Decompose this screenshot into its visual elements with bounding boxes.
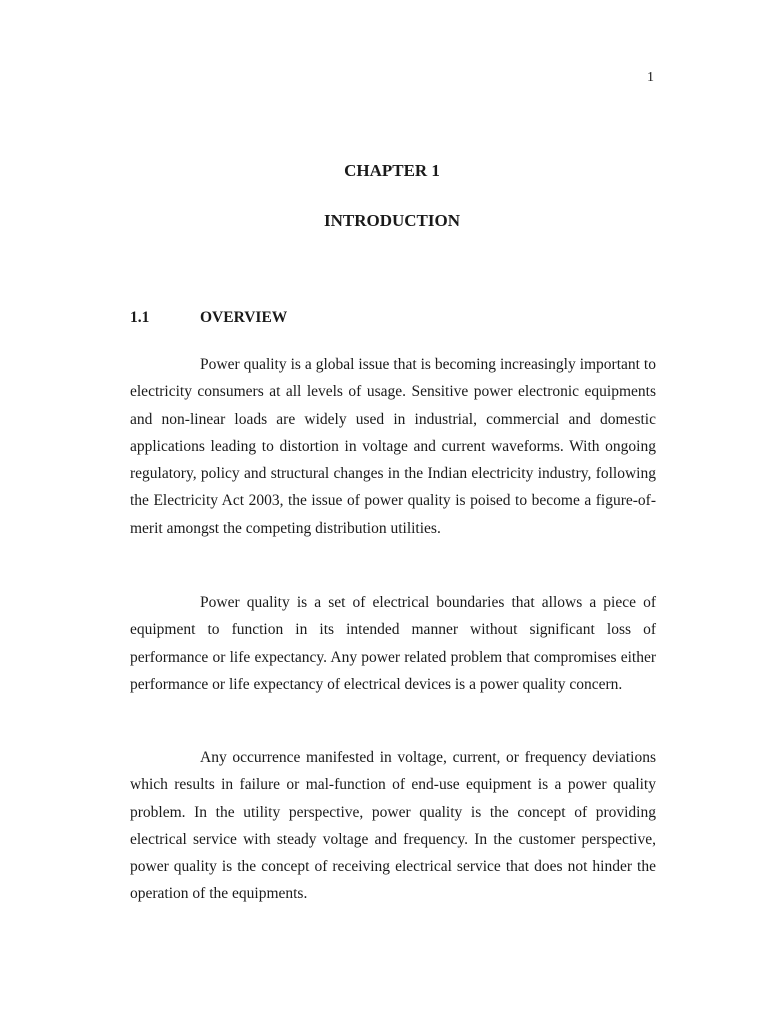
paragraph-2	[130, 589, 656, 698]
chapter-label: CHAPTER 1	[344, 161, 440, 180]
section-heading	[130, 309, 287, 327]
chapter-title: INTRODUCTION	[323, 211, 461, 230]
paragraph-1	[130, 351, 656, 542]
section-title: OVERVIEW	[200, 309, 288, 326]
paragraph-3-text: Any occurrence manifested in voltage, current, or frequency deviations which results in failure or mal-function of end-use equipment is a power quality problem. In the utility perspective, power quality is the concept of providing electrical service with steady voltage and frequency. In the customer perspective, power quality is the concept of receiving electrical service that does not hinder the operation of the equipments.	[130, 749, 656, 903]
paragraph-1-text: Power quality is a global issue that is becoming increasingly important to electricity consumers at all levels of usage. Sensitive power electronic equipments and non-linear loads are widely used in industrial, commercial and domestic applications leading to distortion in voltage and current waveforms. With ongoing regulatory, policy and structural changes in the Indian electricity industry, following the Electricity Act 2003, the issue of power quality is poised to become a figure-of-merit amongst the competing distribution utilities.	[130, 356, 656, 537]
paragraph-2-text: Power quality is a set of electrical boundaries that allows a piece of equipment to function in its intended manner without significant loss of performance or life expectancy. Any power related problem that compromises either performance or life expectancy of electrical devices is a power quality concern.	[130, 594, 656, 693]
section-number: 1.1	[130, 309, 150, 326]
paragraph-3	[130, 744, 656, 908]
page-number: 1	[647, 70, 654, 85]
